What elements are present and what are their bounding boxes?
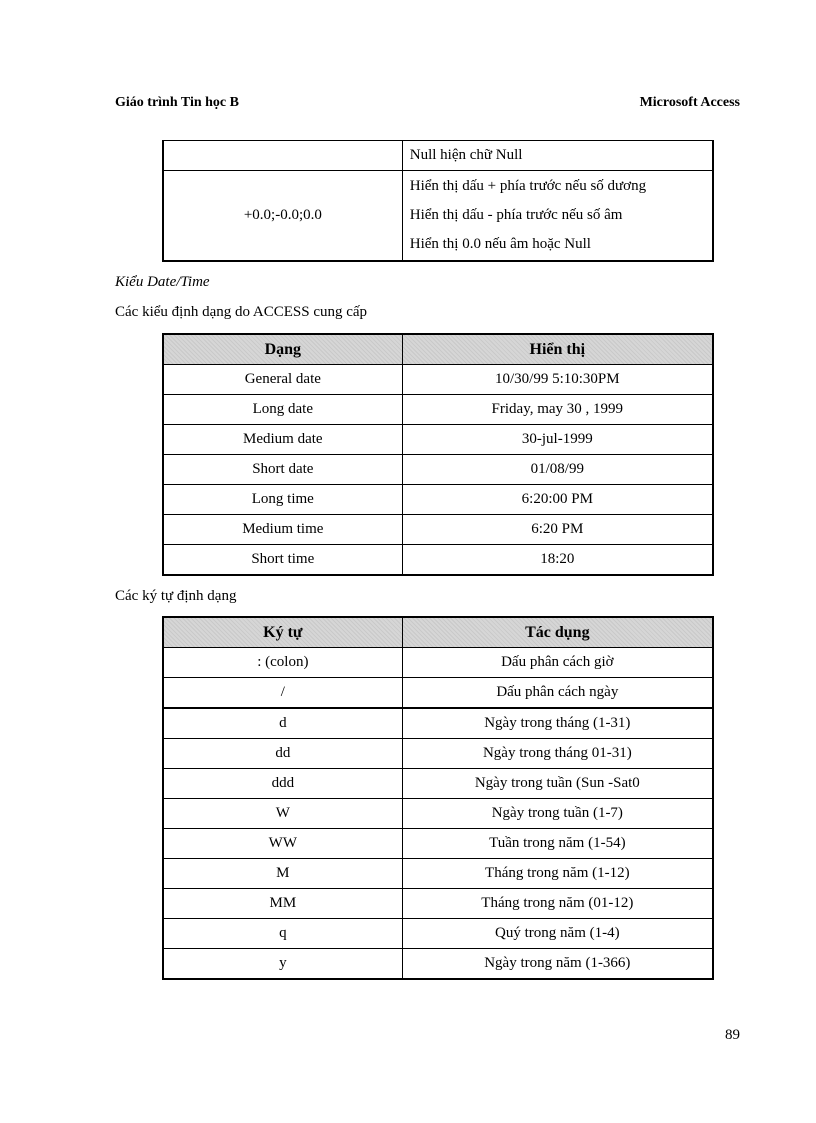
table-cell: 6:20 PM [402, 515, 713, 545]
description-cell [402, 171, 713, 261]
table-row [163, 859, 713, 889]
format-char-table [162, 616, 714, 980]
table-cell: Ngày trong tháng (1-31) [402, 708, 713, 739]
table-cell: Short date [163, 455, 402, 485]
table-cell: 30-jul-1999 [402, 425, 713, 455]
description-line: Hiển thị 0.0 nếu âm hoặc Null [409, 235, 591, 252]
table-header-row [163, 334, 713, 365]
number-format-table [162, 140, 714, 262]
table-row [163, 365, 713, 395]
table-cell: WW [163, 829, 402, 859]
table-row [163, 739, 713, 769]
table-cell: MM [163, 889, 402, 919]
column-header: Dạng [163, 334, 402, 365]
table-cell: Tuần trong năm (1-54) [402, 829, 713, 859]
table-row [163, 919, 713, 949]
table-cell: M [163, 859, 402, 889]
table-cell: / [163, 678, 402, 709]
table-cell: W [163, 799, 402, 829]
table-cell: Long date [163, 395, 402, 425]
table-row [163, 889, 713, 919]
table-cell: 18:20 [402, 545, 713, 576]
table-row [163, 455, 713, 485]
table-row [163, 708, 713, 739]
intro-paragraph: Các kiểu định dạng do ACCESS cung cấp [115, 304, 368, 320]
table-cell: Medium time [163, 515, 402, 545]
description-line: Hiển thị dấu + phía trước nếu số dương [409, 177, 647, 194]
running-header-product: Microsoft Access [639, 95, 740, 110]
table-cell: Tháng trong năm (1-12) [402, 859, 713, 889]
format-cell [163, 141, 402, 171]
table-cell: Ngày trong tuần (1-7) [402, 799, 713, 829]
table-row [163, 395, 713, 425]
table-cell: Ngày trong tháng 01-31) [402, 739, 713, 769]
table-cell: y [163, 949, 402, 980]
table-row [163, 545, 713, 576]
table-cell: d [163, 708, 402, 739]
table-row [163, 141, 713, 171]
column-header: Tác dụng [402, 617, 713, 648]
table-cell: General date [163, 365, 402, 395]
page-number: 89 [725, 1027, 740, 1043]
description-line: Hiển thị dấu - phía trước nếu số âm [409, 206, 623, 223]
table-row [163, 171, 713, 261]
table-cell: dd [163, 739, 402, 769]
table-row [163, 425, 713, 455]
table-row [163, 949, 713, 980]
table-cell: Friday, may 30 , 1999 [402, 395, 713, 425]
column-header: Hiển thị [402, 334, 713, 365]
table-cell: Dấu phân cách ngày [402, 678, 713, 709]
running-header-title: Giáo trình Tin học B [115, 95, 239, 110]
table-cell: Ngày trong tuần (Sun -Sat0 [402, 769, 713, 799]
intro-paragraph: Các ký tự định dạng [115, 588, 237, 604]
table-row [163, 799, 713, 829]
table-row [163, 829, 713, 859]
description-line: Null hiện chữ Null [409, 147, 523, 163]
section-title: Kiểu Date/Time [115, 274, 210, 290]
table-row [163, 678, 713, 709]
table-cell: 01/08/99 [402, 455, 713, 485]
table-cell: q [163, 919, 402, 949]
table-row [163, 769, 713, 799]
table-cell: 10/30/99 5:10:30PM [402, 365, 713, 395]
table-cell: 6:20:00 PM [402, 485, 713, 515]
table-cell: Long time [163, 485, 402, 515]
table-header-row [163, 617, 713, 648]
format-cell: +0.0;-0.0;0.0 [163, 171, 402, 261]
table-cell: ddd [163, 769, 402, 799]
table-cell: Short time [163, 545, 402, 576]
table-row [163, 485, 713, 515]
description-cell [402, 141, 713, 171]
table-cell: : (colon) [163, 648, 402, 678]
table-row [163, 648, 713, 678]
table-row [163, 515, 713, 545]
table-cell: Dấu phân cách giờ [402, 648, 713, 678]
date-format-table [162, 333, 714, 576]
column-header: Ký tự [163, 617, 402, 648]
table-cell: Tháng trong năm (01-12) [402, 889, 713, 919]
table-cell: Medium date [163, 425, 402, 455]
table-cell: Quý trong năm (1-4) [402, 919, 713, 949]
table-cell: Ngày trong năm (1-366) [402, 949, 713, 980]
